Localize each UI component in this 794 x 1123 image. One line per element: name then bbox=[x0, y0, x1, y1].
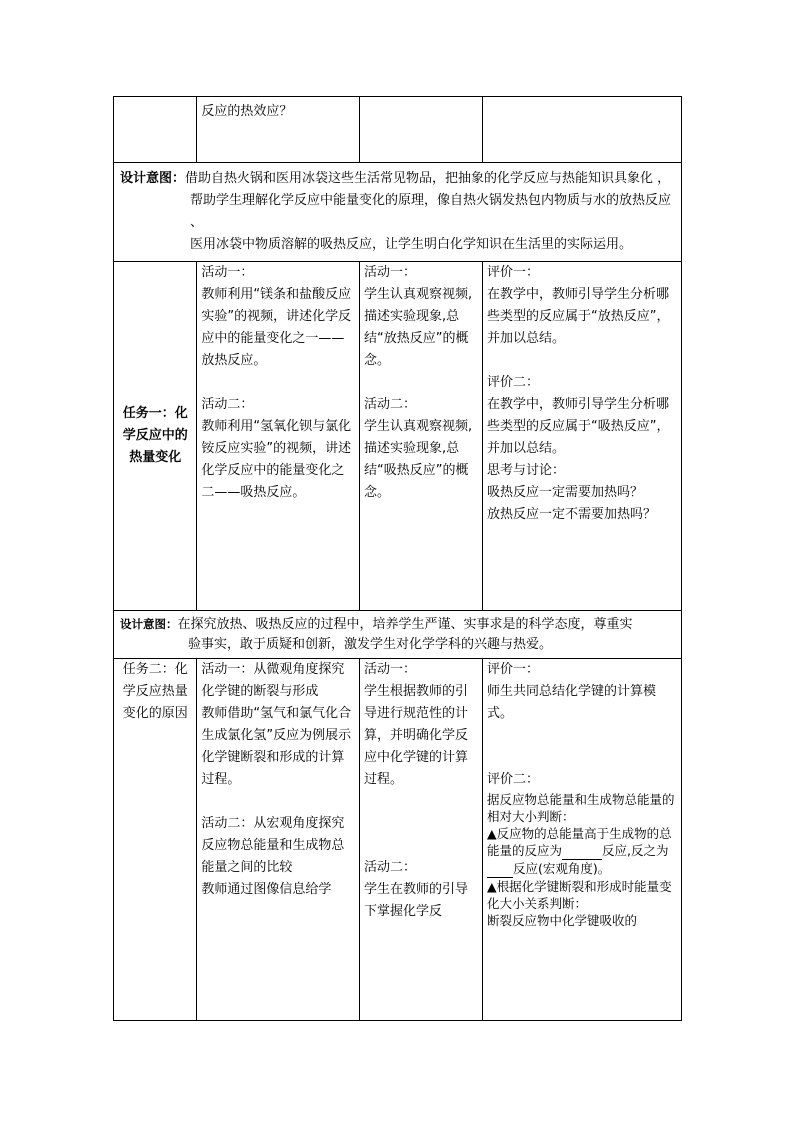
bullet-text: 反之为 bbox=[631, 843, 669, 858]
table-cell bbox=[360, 97, 483, 163]
table-cell bbox=[197, 97, 360, 163]
activity-title: 活动一： bbox=[364, 662, 417, 677]
activity-title: 活动二： bbox=[364, 397, 417, 412]
intent-label: 设计意图： bbox=[120, 171, 186, 186]
evaluation-bullet: ▲根据化学键断裂和形成时能量变化大小关系判断： bbox=[487, 879, 672, 911]
evaluation-title: 评价一： bbox=[487, 662, 540, 677]
task-label: 任务一：化学反应中的热量变化 bbox=[122, 406, 188, 465]
task-2-name bbox=[114, 659, 197, 1021]
design-intent-1 bbox=[114, 163, 682, 262]
activity-text: 学生在教师的引导下掌握化学反 bbox=[364, 882, 469, 919]
activity-text: 教师借助“氢气和氯气化合生成氯化氢”反应为例展示化学键断裂和形成的计算过程。 bbox=[201, 706, 352, 787]
intent-text: 帮助学生理解化学反应中能量变化的原理，像自热火锅发热包内物质与水的放热反应 、 bbox=[190, 193, 672, 230]
evaluation-cell bbox=[483, 659, 682, 1021]
task-1-name bbox=[114, 262, 197, 611]
table-row bbox=[114, 659, 682, 1021]
bullet-text: 反应(宏观角度)。 bbox=[513, 861, 611, 876]
student-activity-cell bbox=[360, 262, 483, 611]
evaluation-text: 在教学中，教师引导学生分析哪些类型的反应属于“吸热反应”，并加以总结。 bbox=[487, 397, 670, 456]
table-row bbox=[114, 611, 682, 659]
design-intent-2 bbox=[114, 611, 682, 659]
lesson-plan-table bbox=[113, 96, 682, 1021]
activity-text: 活动一：从微观角度探究化学键的断裂与形成 bbox=[201, 662, 345, 699]
evaluation-title: 评价二： bbox=[487, 772, 540, 787]
fill-blank bbox=[562, 842, 602, 860]
evaluation-bullet bbox=[487, 825, 677, 878]
activity-text: 教师利用“镁条和盐酸反应实验”的视频，讲述化学反应中的能量变化之一——放热反应。 bbox=[201, 287, 352, 368]
table-row bbox=[114, 262, 682, 611]
table-row bbox=[114, 163, 682, 262]
evaluation-text: 据反应物总能量和生成物总能量的相对大小判断： bbox=[487, 792, 675, 824]
table-cell bbox=[114, 97, 197, 163]
intent-label: 设计意图： bbox=[120, 617, 178, 631]
activity-title: 活动一： bbox=[201, 265, 254, 280]
continued-question: 反应的热效应？ bbox=[201, 104, 293, 119]
activity-title: 活动二： bbox=[364, 860, 417, 875]
intent-text: 借助自热火锅和医用冰袋这些生活常见物品，把抽象的化学反应与热能知识具象化 ， bbox=[185, 171, 671, 186]
task-label: 任务二：化学反应热量变化的原因 bbox=[122, 662, 188, 721]
table-cell bbox=[483, 97, 682, 163]
fill-blank bbox=[487, 860, 513, 878]
discussion-title: 思考与讨论： bbox=[487, 463, 566, 478]
intent-text: 在探究放热、吸热反应的过程中，培养学生严谨、实事求是的科学态度，尊重实 bbox=[177, 617, 633, 632]
discussion-question: 放热反应一定不需要加热吗？ bbox=[487, 507, 657, 522]
teacher-activity-cell bbox=[197, 262, 360, 611]
evaluation-text: 在教学中，教师引导学生分析哪些类型的反应属于“放热反应”，并加以总结。 bbox=[487, 287, 670, 346]
activity-text: 学生认真观察视频,描述实验现象,总结“放热反应”的概念。 bbox=[364, 287, 473, 368]
evaluation-title: 评价二： bbox=[487, 375, 540, 390]
activity-text: 教师利用“氢氧化钡与氯化铵反应实验”的视频，讲述化学反应中的能量变化之二——吸热反应。 bbox=[201, 419, 352, 500]
evaluation-text: 师生共同总结化学键的计算模式。 bbox=[487, 684, 657, 721]
activity-text: 学生认真观察视频,描述实验现象,总结“吸热反应”的概念。 bbox=[364, 419, 473, 500]
activity-text: 教师通过图像信息给学 bbox=[201, 882, 332, 897]
activity-title: 活动二： bbox=[201, 397, 254, 412]
evaluation-text: 断裂反应物中化学键吸收的 bbox=[487, 913, 638, 928]
activity-text: 活动二：从宏观角度探究反应物总能量和生成物总能量之间的比较 bbox=[201, 816, 345, 875]
student-activity-cell bbox=[360, 659, 483, 1021]
evaluation-cell bbox=[483, 262, 682, 611]
teacher-activity-cell bbox=[197, 659, 360, 1021]
bullet-text: ▲反应物的总能量高于生成物的总能量的反应为 bbox=[487, 826, 672, 858]
intent-text: 验事实，敢于质疑和创新，激发学生对化学学科的兴趣与热爱。 bbox=[188, 637, 553, 652]
bullet-text: 反应, bbox=[602, 843, 631, 858]
intent-text: 医用冰袋中物质溶解的吸热反应，让学生明白化学知识在生活里的实际运用。 bbox=[190, 237, 633, 252]
table-row bbox=[114, 97, 682, 163]
evaluation-title: 评价一： bbox=[487, 265, 540, 280]
activity-text: 学生根据教师的引导进行规范性的计算，并明确化学反应中化学键的计算过程。 bbox=[364, 684, 469, 787]
discussion-question: 吸热反应一定需要加热吗？ bbox=[487, 485, 644, 500]
activity-title: 活动一： bbox=[364, 265, 417, 280]
